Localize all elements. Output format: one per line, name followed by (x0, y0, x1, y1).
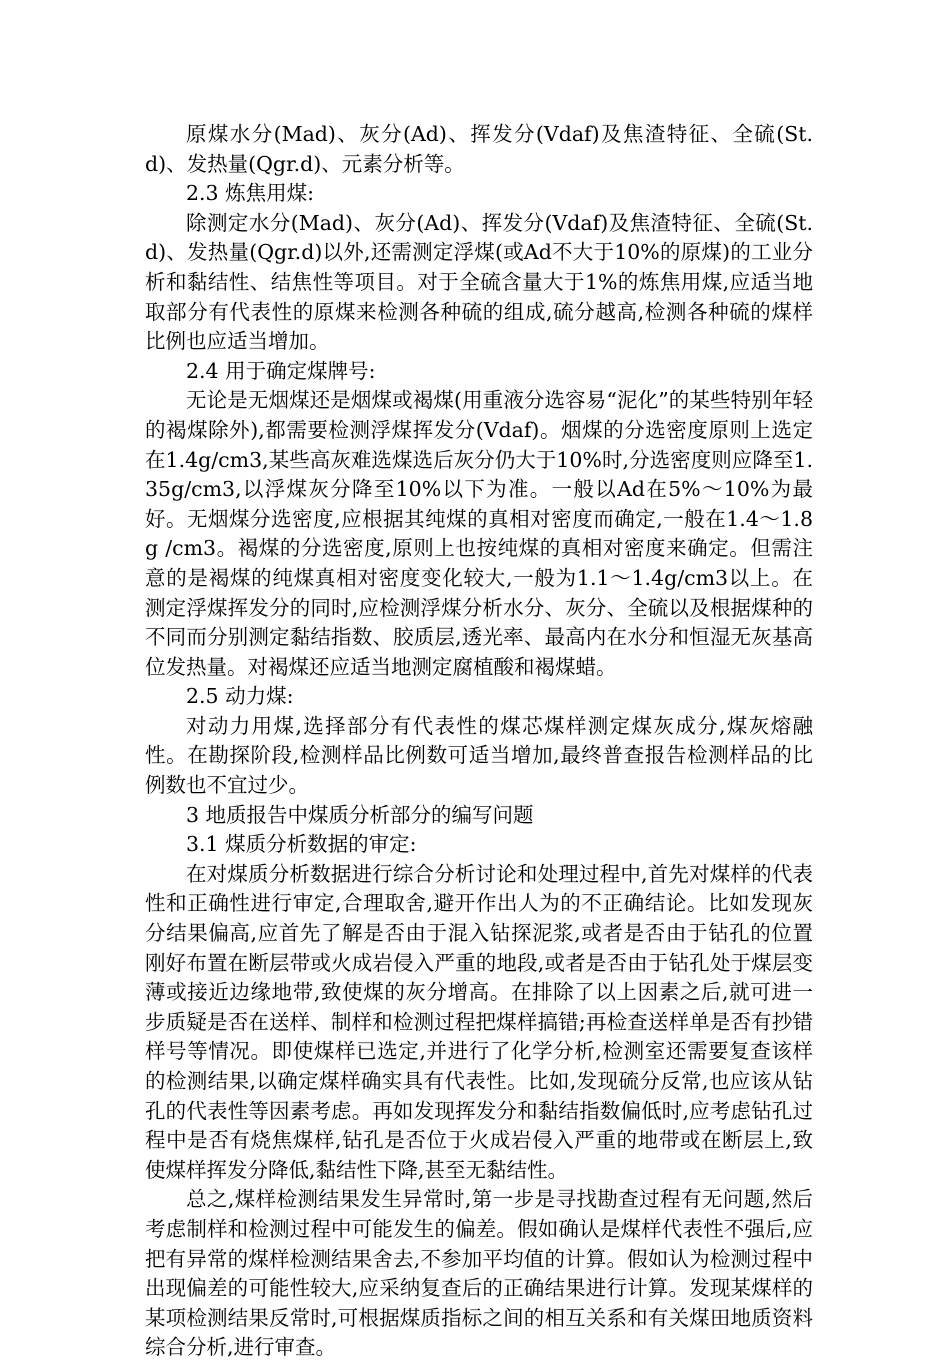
heading-coking-coal: 2.3 炼焦用煤: (186, 181, 315, 206)
paragraph-coal-analysis-items: 原煤水分(Mad)、灰分(Ad)、挥发分(Vdaf)及焦渣特征、全硫(St.d)、发热量(Qgr.d)、元素分析等。 (145, 122, 813, 176)
paragraph-coking-coal: 除测定水分(Mad)、灰分(Ad)、挥发分(Vdaf)及焦渣特征、全硫(St.d)、发热量(Qgr.d)以外,还需测定浮煤(或Ad不大于10%的原煤)的工业分析和黏结性、结焦性等项目。对于全硫含量大于1%的炼焦用煤,应适当地取部分有代表性的原煤来检测各种硫的组成,硫分越高,检测各种硫的煤样比例也应适当增加。 (145, 210, 813, 354)
document-body (145, 120, 813, 1363)
heading-section-3: 3 地质报告中煤质分析部分的编写问题 (186, 802, 534, 827)
paragraph-coal-rank: 无论是无烟煤还是烟煤或褐煤(用重液分选容易“泥化”的某些特别年轻的褐煤除外),都需要检测浮煤挥发分(Vdaf)。烟煤的分选密度原则上选定在1.4g/cm3,某些高灰难选煤选后灰分仍大于10%时,分选密度则应降至1.35g/cm3,以浮煤灰分降至10%以下为准。一般以Ad在5%～10%为最好。无烟煤分选密度,应根据其纯煤的真相对密度而确定,一般在1.4～1.8 g /cm3。褐煤的分选密度,原则上也按纯煤的真相对密度来确定。但需注意的是褐煤的纯煤真相对密度变化较大,一般为1.1～1.4g/cm3以上。在测定浮煤挥发分的同时,应检测浮煤分析水分、灰分、全硫以及根据煤种的不同而分别测定黏结指数、胶质层,透光率、最高内在水分和恒湿无灰基高位发热量。对褐煤还应适当地测定腐植酸和褐煤蜡。 (145, 388, 813, 679)
heading-data-review: 3.1 煤质分析数据的审定: (186, 832, 417, 857)
paragraph-steam-coal: 对动力用煤,选择部分有代表性的煤芯煤样测定煤灰成分,煤灰熔融性。在勘探阶段,检测样品比例数可适当增加,最终普查报告检测样品的比例数也不宜过少。 (145, 713, 813, 798)
paragraph-summary: 总之,煤样检测结果发生异常时,第一步是寻找勘查过程有无问题,然后考虑制样和检测过程中可能发生的偏差。假如确认是煤样代表性不强后,应把有异常的煤样检测结果舍去,不参加平均值的计算。假如认为检测过程中出现偏差的可能性较大,应采纳复查后的正确结果进行计算。发现某煤样的某项检测结果反常时,可根据煤质指标之间的相互关系和有关煤田地质资料综合分析,进行审查。 (145, 1187, 813, 1360)
heading-coal-rank: 2.4 用于确定煤牌号: (186, 358, 376, 383)
paragraph-data-review: 在对煤质分析数据进行综合分析讨论和处理过程中,首先对煤样的代表性和正确性进行审定,合理取舍,避开作出人为的不正确结论。比如发现灰分结果偏高,应首先了解是否由于混入钻探泥浆,或者是否由于钻孔的位置刚好布置在断层带或火成岩侵入严重的地段,或者是否由于钻孔处于煤层变薄或接近边缘地带,致使煤的灰分增高。在排除了以上因素之后,就可进一步质疑是否在送样、制样和检测过程把煤样搞错;再检查送样单是否有抄错样号等情况。即使煤样已选定,并进行了化学分析,检测室还需要复查该样的检测结果,以确定煤样确实具有代表性。比如,发现硫分反常,也应该从钻孔的代表性等因素考虑。再如发现挥发分和黏结指数偏低时,应考虑钻孔过程中是否有烧焦煤样,钻孔是否位于火成岩侵入严重的地带或在断层上,致使煤样挥发分降低,黏结性下降,甚至无黏结性。 (145, 861, 813, 1182)
heading-steam-coal: 2.5 动力煤: (186, 684, 294, 709)
